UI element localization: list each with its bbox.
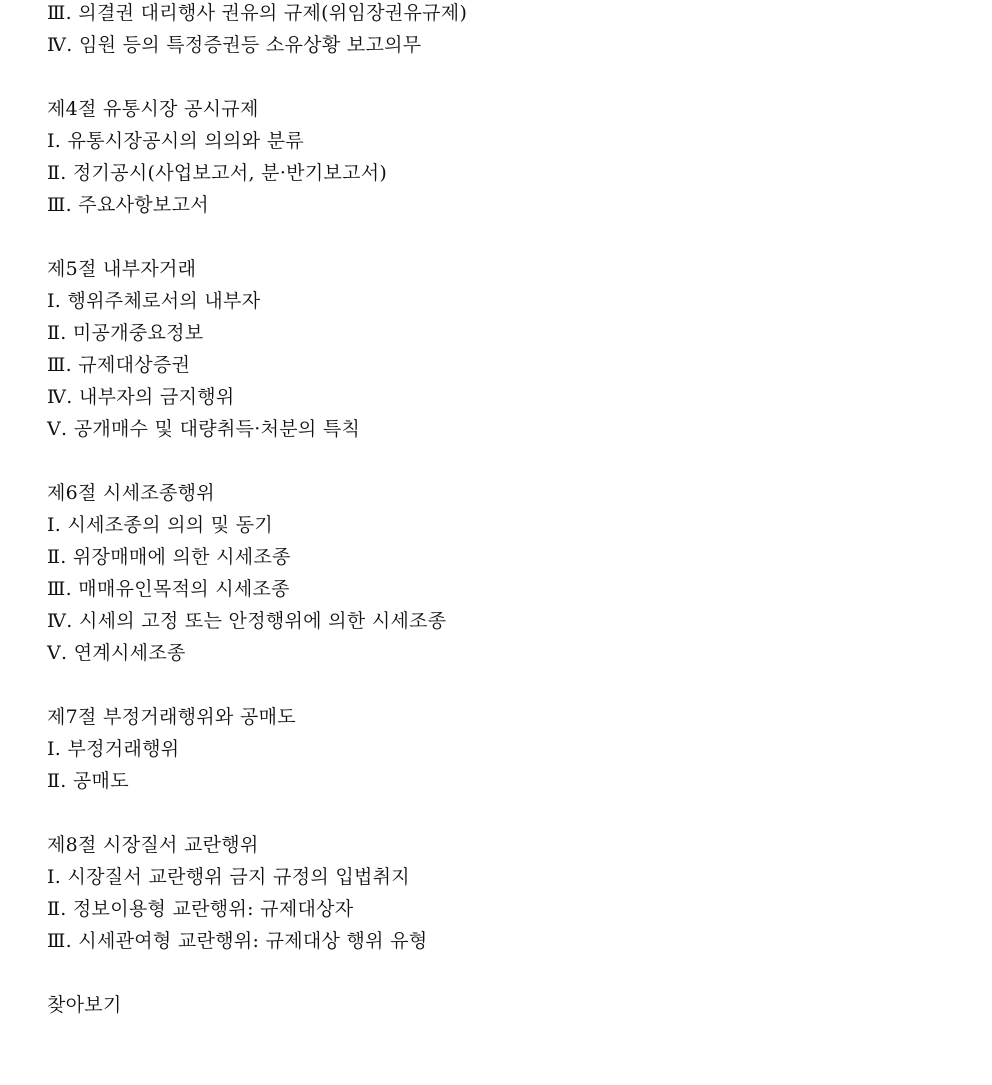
toc-item: Ⅱ. 정보이용형 교란행위: 규제대상자 [47, 898, 354, 920]
toc-item: Ⅱ. 공매도 [47, 770, 129, 792]
index-heading: 찾아보기 [47, 994, 122, 1016]
toc-item: Ⅳ. 임원 등의 특정증권등 소유상황 보고의무 [47, 34, 422, 56]
toc-item: Ⅱ. 미공개중요정보 [47, 322, 204, 344]
toc-item: Ⅰ. 행위주체로서의 내부자 [47, 290, 261, 312]
section-heading: 제7절 부정거래행위와 공매도 [47, 706, 296, 728]
toc-item: Ⅲ. 매매유인목적의 시세조종 [47, 578, 290, 600]
toc-item: Ⅳ. 내부자의 금지행위 [47, 386, 235, 408]
section-heading: 제4절 유통시장 공시규제 [47, 98, 259, 120]
section-spacer [47, 61, 947, 93]
section-spacer [47, 221, 947, 253]
toc-item: Ⅴ. 연계시세조종 [47, 642, 186, 664]
section-heading: 제5절 내부자거래 [47, 258, 197, 280]
section-spacer [47, 445, 947, 477]
toc-item: Ⅲ. 의결권 대리행사 권유의 규제(위임장권유규제) [47, 2, 468, 24]
section-heading: 제6절 시세조종행위 [47, 482, 215, 504]
toc-item: Ⅰ. 유통시장공시의 의의와 분류 [47, 130, 305, 152]
toc-item: Ⅰ. 시세조종의 의의 및 동기 [47, 514, 274, 536]
toc-item: Ⅰ. 시장질서 교란행위 금지 규정의 입법취지 [47, 866, 410, 888]
toc-item: Ⅰ. 부정거래행위 [47, 738, 180, 760]
toc-item: Ⅲ. 규제대상증권 [47, 354, 191, 376]
toc-item: Ⅲ. 주요사항보고서 [47, 194, 209, 216]
toc-item: Ⅲ. 시세관여형 교란행위: 규제대상 행위 유형 [47, 930, 428, 952]
section-spacer [47, 669, 947, 701]
section-heading: 제8절 시장질서 교란행위 [47, 834, 259, 856]
toc-item: Ⅱ. 정기공시(사업보고서, 분·반기보고서) [47, 162, 388, 184]
toc-item: Ⅴ. 공개매수 및 대량취득·처분의 특칙 [47, 418, 361, 440]
section-spacer [47, 957, 947, 989]
toc-item: Ⅳ. 시세의 고정 또는 안정행위에 의한 시세조종 [47, 610, 447, 632]
section-spacer [47, 797, 947, 829]
table-of-contents [47, 0, 947, 1021]
toc-item: Ⅱ. 위장매매에 의한 시세조종 [47, 546, 291, 568]
